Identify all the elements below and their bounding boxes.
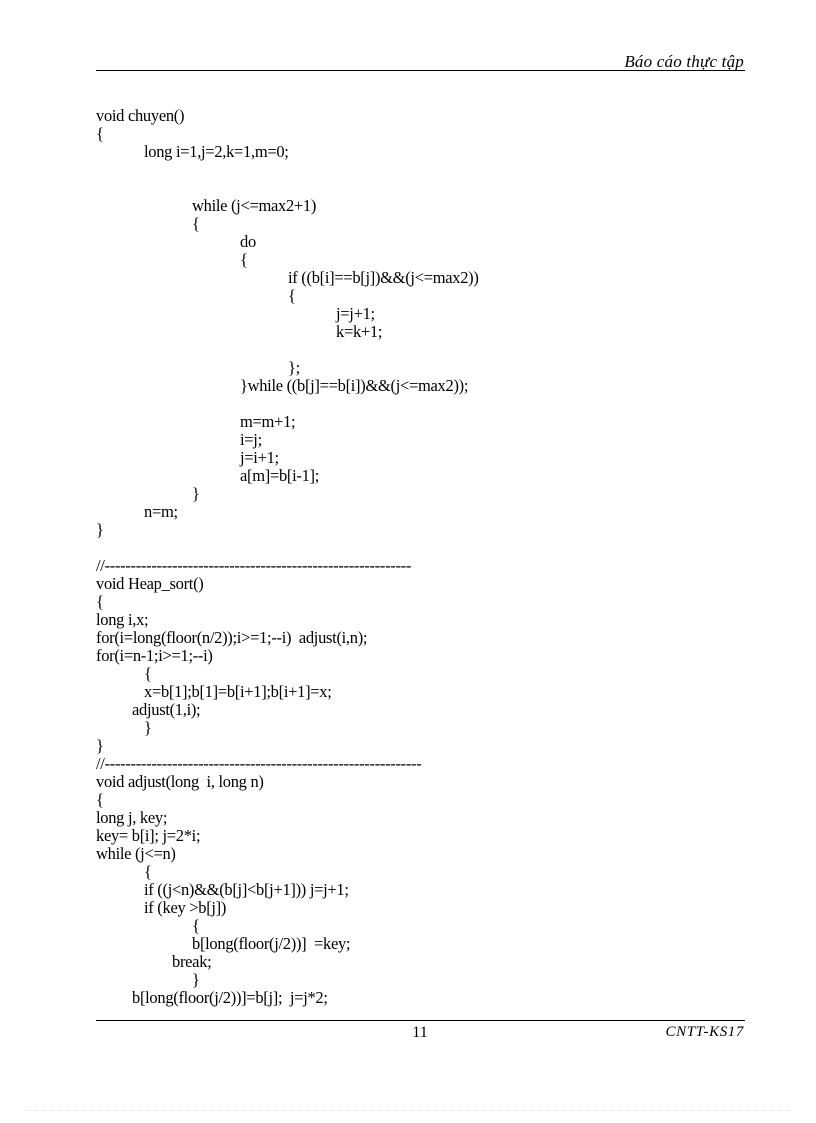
code-line: }while ((b[j]==b[i])&&(j<=max2)); xyxy=(240,376,469,395)
code-line: a[m]=b[i-1]; xyxy=(240,466,320,485)
code-line: //----------------------------------------------------------- xyxy=(96,556,412,575)
code-line: break; xyxy=(172,952,212,971)
code-line: b[long(floor(j/2))] =key; xyxy=(192,934,351,953)
code-line: //------------------------------------------------------------- xyxy=(96,754,422,773)
code-line: long i,x; xyxy=(96,610,149,629)
code-line: m=m+1; xyxy=(240,412,296,431)
code-line: void chuyen() xyxy=(96,106,185,125)
code-line: { xyxy=(96,124,104,143)
code-line: for(i=long(floor(n/2));i>=1;--i) adjust(i,n); xyxy=(96,628,368,647)
code-line: j=j+1; xyxy=(336,304,375,323)
code-line: key= b[i]; j=2*i; xyxy=(96,826,201,845)
code-listing xyxy=(96,107,746,1007)
code-line xyxy=(96,341,746,359)
code-line xyxy=(96,395,746,413)
code-line: { xyxy=(240,250,248,269)
code-line: long j, key; xyxy=(96,808,168,827)
code-line: { xyxy=(144,862,152,881)
code-line: } xyxy=(144,718,152,737)
code-line: i=j; xyxy=(240,430,262,449)
code-line xyxy=(96,161,746,179)
code-line: b[long(floor(j/2))]=b[j]; j=j*2; xyxy=(132,988,328,1007)
footer-code: CNTT-KS17 xyxy=(665,1024,744,1040)
code-line: if ((b[i]==b[j])&&(j<=max2)) xyxy=(288,268,479,287)
page-edge-divider xyxy=(24,1110,792,1111)
code-line: do xyxy=(240,232,256,251)
footer-rule xyxy=(96,1020,745,1021)
code-line: if (key >b[j]) xyxy=(144,898,227,917)
code-line: } xyxy=(96,520,104,539)
code-line: { xyxy=(96,592,104,611)
code-line: x=b[1];b[1]=b[i+1];b[i+1]=x; xyxy=(144,682,332,701)
code-line: while (j<=max2+1) xyxy=(192,196,317,215)
code-line: j=i+1; xyxy=(240,448,279,467)
code-line: } xyxy=(192,970,200,989)
code-line: { xyxy=(288,286,296,305)
code-line: for(i=n-1;i>=1;--i) xyxy=(96,646,213,665)
code-line: k=k+1; xyxy=(336,322,383,341)
code-line: { xyxy=(144,664,152,683)
code-line xyxy=(96,539,746,557)
code-line: void Heap_sort() xyxy=(96,574,204,593)
header-title: Báo cáo thực tập xyxy=(624,52,744,71)
code-line: if ((j<n)&&(b[j]<b[j+1])) j=j+1; xyxy=(144,880,349,899)
code-line: { xyxy=(192,916,200,935)
code-line: } xyxy=(192,484,200,503)
code-line: { xyxy=(192,214,200,233)
code-line: } xyxy=(96,736,104,755)
page-number: 11 xyxy=(412,1024,428,1041)
code-line xyxy=(96,179,746,197)
code-line: while (j<=n) xyxy=(96,844,176,863)
code-line: }; xyxy=(288,358,300,377)
code-line: void adjust(long i, long n) xyxy=(96,772,264,791)
code-line: long i=1,j=2,k=1,m=0; xyxy=(144,142,289,161)
code-line: n=m; xyxy=(144,502,178,521)
code-line: { xyxy=(96,790,104,809)
header-rule xyxy=(96,70,745,71)
code-line: adjust(1,i); xyxy=(132,700,201,719)
